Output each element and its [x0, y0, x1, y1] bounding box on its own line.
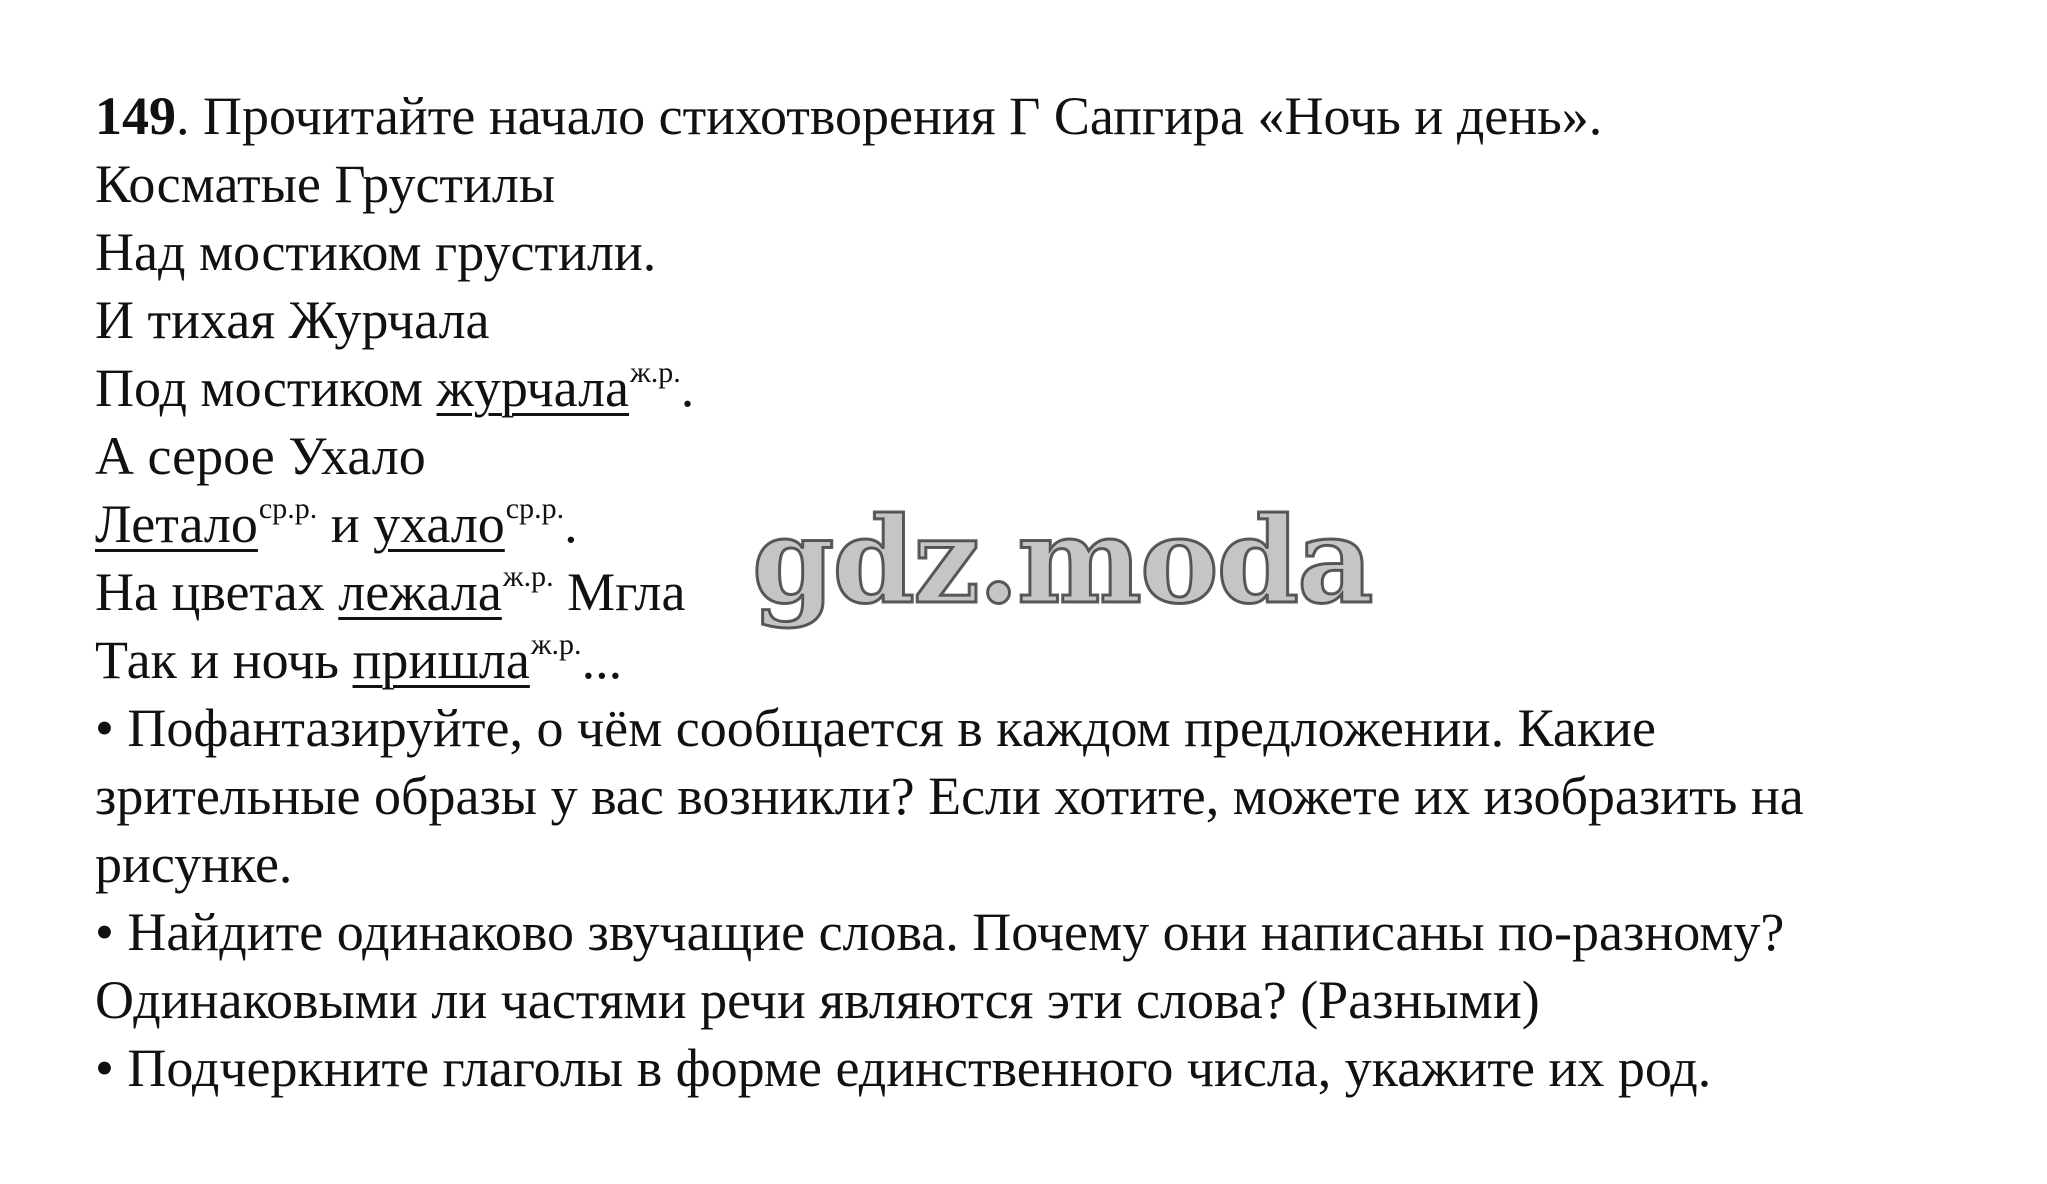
gender-mark: ср.р. — [258, 492, 318, 525]
underlined-verb: Летало — [95, 494, 258, 554]
gender-mark: ж.р. — [530, 628, 582, 661]
task-2-line-2: Одинаковыми ли частями речи являются эти слова? (Разными) — [95, 970, 1540, 1030]
poem-line-7-end: Мгла — [553, 562, 686, 622]
poem-line-5: А серое Ухало — [95, 426, 426, 486]
underlined-verb: лежала — [338, 562, 502, 622]
task-2-line-1: • Найдите одинаково звучащие слова. Почему они написаны по-разному? — [95, 902, 1785, 962]
gender-mark: ср.р. — [505, 492, 565, 525]
underlined-verb: пришла — [352, 630, 530, 690]
gender-mark: ж.р. — [502, 560, 554, 593]
poem-line-7 — [95, 558, 2015, 626]
underlined-verb: ухало — [373, 494, 505, 554]
underlined-verb: журчала — [436, 358, 630, 418]
poem-line-4 — [95, 354, 2015, 422]
ellipsis: ... — [581, 630, 623, 690]
punctuation: . — [680, 358, 695, 418]
poem-line-8 — [95, 626, 2015, 694]
poem-line-7-text: На цветах — [95, 562, 339, 622]
poem-line-6-conjunction: и — [317, 494, 374, 554]
task-1-line-1: • Пофантазируйте, о чём сообщается в каждом предложении. Какие — [95, 698, 1656, 758]
poem-line-8-text: Так и ночь — [95, 630, 353, 690]
exercise-intro: . Прочитайте начало стихотворения Г Сапгира «Ночь и день». — [176, 86, 1603, 146]
task-1-line-3: рисунке. — [95, 834, 293, 894]
gender-mark: ж.р. — [630, 356, 681, 389]
poem-line-4-text: Под мостиком — [95, 358, 437, 418]
poem-line-1: Косматые Грустилы — [95, 154, 556, 214]
watermark-logo: gdz.moda — [752, 491, 1372, 630]
poem-line-3: И тихая Журчала — [95, 290, 490, 350]
task-1-line-2: зрительные образы у вас возникли? Если хотите, можете их изобразить на — [95, 766, 1804, 826]
exercise-heading — [95, 82, 2015, 150]
exercise-number: 149 — [95, 86, 176, 146]
punctuation: . — [564, 494, 578, 554]
task-3-line-1: • Подчеркните глаголы в форме единственного числа, укажите их род. — [95, 1038, 1712, 1098]
poem-line-6 — [95, 490, 2015, 558]
poem-line-2: Над мостиком грустили. — [95, 222, 657, 282]
exercise-page — [95, 82, 2015, 1102]
